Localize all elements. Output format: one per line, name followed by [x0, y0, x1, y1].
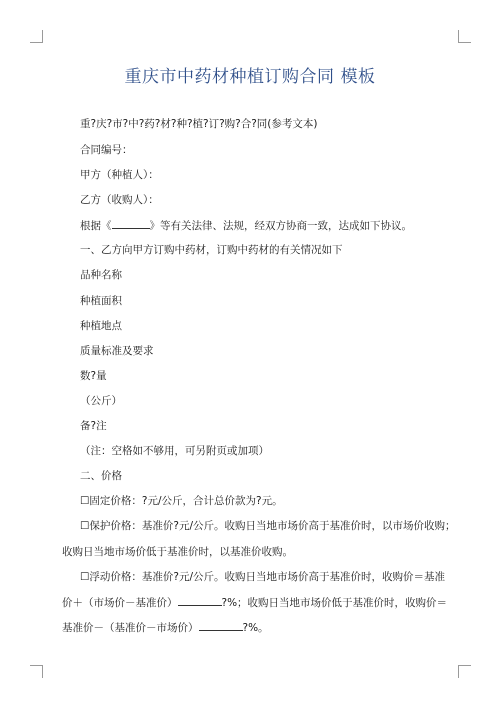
section-2-heading: 二、价格	[80, 470, 122, 482]
protective-price-line-cont: 收购日当地市场价低于基准价时，以基准价收购。	[62, 546, 293, 558]
floating-formula-c: 基准价－（基准价－市场价）	[62, 622, 199, 634]
crop-mark-bottom-left	[30, 665, 43, 678]
floating-price-line-cont	[62, 595, 447, 610]
basis-suffix: 》等有关法律、法规，经双方协商一致，达成如下协议。	[149, 220, 412, 232]
protective-price-line: ☐保护价格：基准价?元/公斤。收购日当地市场价高于基准价时，以市场价收购；	[80, 520, 456, 532]
basis-prefix: 根据《	[80, 220, 112, 232]
floating-blank-a	[178, 595, 222, 606]
planting-area-line: 种植面积	[80, 295, 122, 307]
party-b-line: 乙方（收购人）：	[80, 194, 159, 206]
floating-price-line-end	[62, 620, 269, 635]
party-a-line: 甲方（种植人）：	[80, 169, 159, 181]
basis-line	[80, 218, 412, 233]
note-line: （注：空格如不够用，可另附页或加项）	[80, 445, 269, 457]
crop-mark-top-right	[458, 30, 471, 43]
floating-formula-a: 价＋（市场价－基准价）	[62, 597, 178, 609]
section-1-heading: 一、乙方向甲方订购中药材，订购中药材的有关情况如下	[80, 244, 343, 256]
floating-formula-b: ?%；收购日当地市场价低于基准价时，收购价＝	[221, 597, 448, 609]
document-title: 重庆市中药材种植订购合同 模板	[124, 67, 376, 87]
floating-formula-d: ?%。	[242, 622, 269, 634]
crop-mark-bottom-right	[458, 665, 471, 678]
subtitle-line: 重?庆?市?中?药?材?种?植?订?购?合?同(参考文本)	[80, 118, 318, 130]
variety-name-line: 品种名称	[80, 269, 122, 281]
basis-blank	[112, 218, 150, 229]
quantity-line: 数?量	[80, 370, 107, 382]
contract-number-line: 合同编号：	[80, 144, 133, 156]
planting-location-line: 种植地点	[80, 320, 122, 332]
remarks-line: 备?注	[80, 420, 107, 432]
floating-price-line: ☐浮动价格：基准价?元/公斤。收购日当地市场价高于基准价时，收购价＝基准	[80, 571, 446, 583]
floating-blank-b	[199, 620, 243, 631]
quality-standard-line: 质量标准及要求	[80, 345, 154, 357]
crop-mark-top-left	[30, 30, 43, 43]
unit-kg-line: （公斤）	[80, 395, 122, 407]
fixed-price-line: ☐固定价格：?元/公斤，合计总价款为?元。	[80, 495, 283, 507]
